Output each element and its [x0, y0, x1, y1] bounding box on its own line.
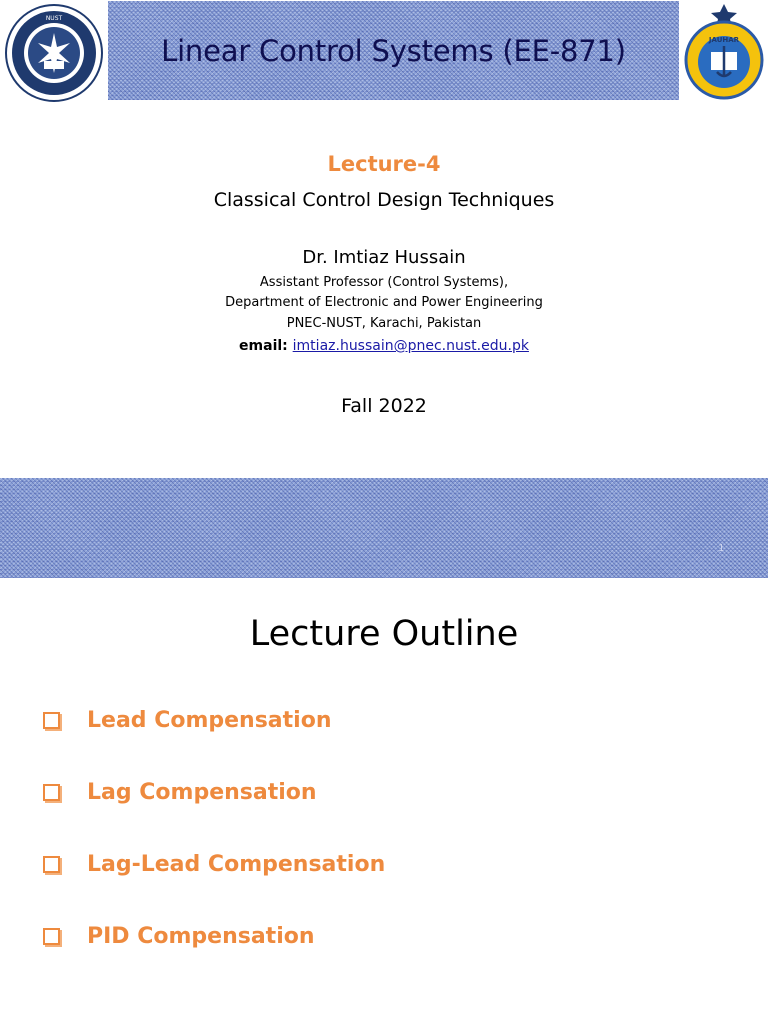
outline-title: Lecture Outline [249, 614, 519, 654]
lecture-subtitle: Classical Control Design Techniques [213, 189, 555, 211]
outline-item-label: Lead Compensation [87, 708, 332, 733]
list-item [43, 780, 743, 852]
svg-text:NUST: NUST [45, 14, 62, 22]
author-institution: PNEC-NUST, Karachi, Pakistan [286, 316, 482, 331]
checkbox-bullet-icon [43, 712, 60, 729]
jauhar-logo [680, 1, 767, 101]
author-position: Assistant Professor (Control Systems), [259, 275, 509, 290]
lecture-number: Lecture-4 [327, 152, 441, 176]
email-link[interactable]: imtiaz.hussain@pnec.nust.edu.pk [292, 338, 529, 354]
outline-item-label: PID Compensation [87, 924, 315, 949]
email-label: email: [239, 338, 293, 354]
slide-number: 1 [718, 543, 724, 554]
course-title: Linear Control Systems (EE-871) [161, 33, 626, 68]
list-item [43, 924, 743, 996]
footer-banner [0, 478, 768, 578]
outline-item-label: Lag-Lead Compensation [87, 852, 386, 877]
nust-logo [2, 1, 105, 104]
outline-list [43, 708, 743, 996]
title-banner [108, 1, 679, 100]
author-name: Dr. Imtiaz Hussain [302, 247, 466, 268]
outline-item-label: Lag Compensation [87, 780, 317, 805]
outline-slide [0, 578, 768, 1024]
author-department: Department of Electronic and Power Engineering [225, 295, 543, 310]
checkbox-bullet-icon [43, 928, 60, 945]
list-item [43, 852, 743, 924]
semester: Fall 2022 [341, 395, 427, 417]
svg-text:JAUHAR: JAUHAR [708, 36, 739, 44]
email-line [0, 338, 768, 354]
checkbox-bullet-icon [43, 856, 60, 873]
checkbox-bullet-icon [43, 784, 60, 801]
list-item [43, 708, 743, 780]
